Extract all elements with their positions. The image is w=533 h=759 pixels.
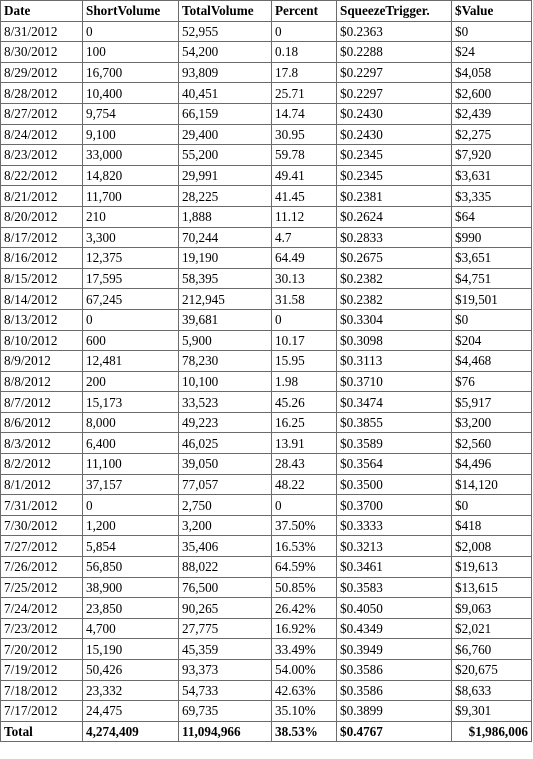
- table-row: [1, 248, 532, 269]
- cell-squeeze-trigger: $0.2381: [337, 186, 452, 207]
- cell-value: $0: [452, 21, 532, 42]
- cell-total-volume: 212,945: [179, 289, 272, 310]
- cell-date: 8/28/2012: [1, 83, 83, 104]
- table-row: [1, 165, 532, 186]
- cell-short-volume: 0: [83, 309, 179, 330]
- table-row: [1, 618, 532, 639]
- cell-date: 7/31/2012: [1, 495, 83, 516]
- cell-short-volume: 12,375: [83, 248, 179, 269]
- header-date: Date: [1, 1, 83, 22]
- cell-total-volume: 3,200: [179, 515, 272, 536]
- cell-percent: 35.10%: [272, 701, 337, 722]
- cell-value: $20,675: [452, 660, 532, 681]
- cell-value: $2,275: [452, 124, 532, 145]
- cell-short-volume: 3,300: [83, 227, 179, 248]
- cell-squeeze-trigger: $0.2675: [337, 248, 452, 269]
- cell-date: 8/27/2012: [1, 103, 83, 124]
- cell-short-volume: 50,426: [83, 660, 179, 681]
- cell-date: 7/17/2012: [1, 701, 83, 722]
- cell-squeeze-trigger: $0.3474: [337, 392, 452, 413]
- cell-short-volume: 6,400: [83, 433, 179, 454]
- total-short-volume: 4,274,409: [83, 721, 179, 742]
- cell-value: $2,560: [452, 433, 532, 454]
- cell-percent: 28.43: [272, 454, 337, 475]
- cell-short-volume: 15,173: [83, 392, 179, 413]
- cell-total-volume: 93,373: [179, 660, 272, 681]
- cell-value: $4,496: [452, 454, 532, 475]
- cell-short-volume: 200: [83, 371, 179, 392]
- cell-squeeze-trigger: $0.3213: [337, 536, 452, 557]
- cell-date: 7/24/2012: [1, 598, 83, 619]
- table-row: [1, 495, 532, 516]
- cell-squeeze-trigger: $0.3589: [337, 433, 452, 454]
- cell-value: $2,600: [452, 83, 532, 104]
- cell-value: $24: [452, 42, 532, 63]
- cell-percent: 37.50%: [272, 515, 337, 536]
- cell-short-volume: 17,595: [83, 268, 179, 289]
- cell-value: $2,021: [452, 618, 532, 639]
- cell-date: 8/7/2012: [1, 392, 83, 413]
- cell-value: $13,615: [452, 577, 532, 598]
- cell-short-volume: 5,854: [83, 536, 179, 557]
- cell-date: 8/8/2012: [1, 371, 83, 392]
- cell-total-volume: 88,022: [179, 557, 272, 578]
- cell-percent: 15.95: [272, 351, 337, 372]
- cell-date: 7/23/2012: [1, 618, 83, 639]
- cell-percent: 64.59%: [272, 557, 337, 578]
- table-row: [1, 371, 532, 392]
- cell-value: $2,008: [452, 536, 532, 557]
- cell-short-volume: 4,700: [83, 618, 179, 639]
- cell-total-volume: 33,523: [179, 392, 272, 413]
- cell-total-volume: 54,733: [179, 680, 272, 701]
- cell-percent: 26.42%: [272, 598, 337, 619]
- cell-squeeze-trigger: $0.3586: [337, 680, 452, 701]
- cell-value: $76: [452, 371, 532, 392]
- cell-value: $9,301: [452, 701, 532, 722]
- cell-value: $4,468: [452, 351, 532, 372]
- cell-percent: 49.41: [272, 165, 337, 186]
- table-row: [1, 454, 532, 475]
- cell-percent: 64.49: [272, 248, 337, 269]
- cell-percent: 0: [272, 309, 337, 330]
- cell-squeeze-trigger: $0.2297: [337, 62, 452, 83]
- cell-percent: 0.18: [272, 42, 337, 63]
- cell-date: 8/21/2012: [1, 186, 83, 207]
- cell-squeeze-trigger: $0.2297: [337, 83, 452, 104]
- cell-short-volume: 23,332: [83, 680, 179, 701]
- cell-percent: 16.92%: [272, 618, 337, 639]
- cell-short-volume: 9,754: [83, 103, 179, 124]
- cell-total-volume: 70,244: [179, 227, 272, 248]
- table-row: [1, 639, 532, 660]
- cell-total-volume: 35,406: [179, 536, 272, 557]
- cell-value: $64: [452, 206, 532, 227]
- table-row: [1, 474, 532, 495]
- cell-date: 7/18/2012: [1, 680, 83, 701]
- cell-short-volume: 67,245: [83, 289, 179, 310]
- header-squeeze-trigger: SqueezeTrigger.: [337, 1, 452, 22]
- cell-percent: 4.7: [272, 227, 337, 248]
- cell-date: 8/16/2012: [1, 248, 83, 269]
- table-row: [1, 289, 532, 310]
- table-row: [1, 598, 532, 619]
- table-row: [1, 309, 532, 330]
- cell-date: 8/1/2012: [1, 474, 83, 495]
- cell-date: 7/20/2012: [1, 639, 83, 660]
- table-row: [1, 557, 532, 578]
- cell-total-volume: 76,500: [179, 577, 272, 598]
- cell-short-volume: 210: [83, 206, 179, 227]
- cell-value: $7,920: [452, 145, 532, 166]
- cell-total-volume: 28,225: [179, 186, 272, 207]
- cell-date: 8/20/2012: [1, 206, 83, 227]
- cell-squeeze-trigger: $0.2345: [337, 145, 452, 166]
- table-row: [1, 536, 532, 557]
- cell-date: 8/6/2012: [1, 412, 83, 433]
- cell-value: $4,058: [452, 62, 532, 83]
- cell-total-volume: 54,200: [179, 42, 272, 63]
- cell-squeeze-trigger: $0.2288: [337, 42, 452, 63]
- table-row: [1, 680, 532, 701]
- total-percent: 38.53%: [272, 721, 337, 742]
- cell-value: $2,439: [452, 103, 532, 124]
- cell-date: 8/10/2012: [1, 330, 83, 351]
- header-short-volume: ShortVolume: [83, 1, 179, 22]
- cell-percent: 30.13: [272, 268, 337, 289]
- table-body: [1, 21, 532, 721]
- cell-date: 8/2/2012: [1, 454, 83, 475]
- cell-percent: 45.26: [272, 392, 337, 413]
- cell-value: $990: [452, 227, 532, 248]
- cell-value: $9,063: [452, 598, 532, 619]
- table-row: [1, 206, 532, 227]
- cell-squeeze-trigger: $0.3899: [337, 701, 452, 722]
- cell-percent: 42.63%: [272, 680, 337, 701]
- cell-short-volume: 23,850: [83, 598, 179, 619]
- cell-percent: 16.53%: [272, 536, 337, 557]
- cell-date: 8/17/2012: [1, 227, 83, 248]
- cell-total-volume: 27,775: [179, 618, 272, 639]
- cell-short-volume: 24,475: [83, 701, 179, 722]
- cell-total-volume: 40,451: [179, 83, 272, 104]
- cell-short-volume: 100: [83, 42, 179, 63]
- cell-short-volume: 33,000: [83, 145, 179, 166]
- cell-total-volume: 49,223: [179, 412, 272, 433]
- cell-total-volume: 77,057: [179, 474, 272, 495]
- cell-squeeze-trigger: $0.3700: [337, 495, 452, 516]
- table-row: [1, 62, 532, 83]
- cell-squeeze-trigger: $0.4349: [337, 618, 452, 639]
- cell-short-volume: 12,481: [83, 351, 179, 372]
- cell-short-volume: 37,157: [83, 474, 179, 495]
- cell-total-volume: 29,991: [179, 165, 272, 186]
- total-row: [1, 721, 532, 742]
- cell-short-volume: 9,100: [83, 124, 179, 145]
- cell-total-volume: 58,395: [179, 268, 272, 289]
- cell-total-volume: 29,400: [179, 124, 272, 145]
- cell-short-volume: 0: [83, 21, 179, 42]
- cell-short-volume: 0: [83, 495, 179, 516]
- table-row: [1, 268, 532, 289]
- cell-total-volume: 55,200: [179, 145, 272, 166]
- cell-value: $5,917: [452, 392, 532, 413]
- table-row: [1, 515, 532, 536]
- total-total-volume: 11,094,966: [179, 721, 272, 742]
- cell-squeeze-trigger: $0.3583: [337, 577, 452, 598]
- table-row: [1, 660, 532, 681]
- cell-total-volume: 52,955: [179, 21, 272, 42]
- cell-squeeze-trigger: $0.3500: [337, 474, 452, 495]
- cell-total-volume: 45,359: [179, 639, 272, 660]
- cell-short-volume: 56,850: [83, 557, 179, 578]
- cell-date: 8/13/2012: [1, 309, 83, 330]
- cell-date: 8/22/2012: [1, 165, 83, 186]
- cell-short-volume: 38,900: [83, 577, 179, 598]
- cell-percent: 59.78: [272, 145, 337, 166]
- cell-percent: 50.85%: [272, 577, 337, 598]
- cell-squeeze-trigger: $0.2833: [337, 227, 452, 248]
- cell-percent: 30.95: [272, 124, 337, 145]
- cell-squeeze-trigger: $0.3304: [337, 309, 452, 330]
- table-row: [1, 124, 532, 145]
- cell-squeeze-trigger: $0.3098: [337, 330, 452, 351]
- cell-date: 8/24/2012: [1, 124, 83, 145]
- table-row: [1, 330, 532, 351]
- cell-short-volume: 11,700: [83, 186, 179, 207]
- cell-percent: 54.00%: [272, 660, 337, 681]
- cell-percent: 10.17: [272, 330, 337, 351]
- header-row: [1, 1, 532, 22]
- cell-date: 7/30/2012: [1, 515, 83, 536]
- table-row: [1, 701, 532, 722]
- cell-percent: 17.8: [272, 62, 337, 83]
- cell-squeeze-trigger: $0.2363: [337, 21, 452, 42]
- cell-short-volume: 600: [83, 330, 179, 351]
- table-row: [1, 145, 532, 166]
- table-row: [1, 577, 532, 598]
- cell-percent: 1.98: [272, 371, 337, 392]
- cell-squeeze-trigger: $0.2382: [337, 268, 452, 289]
- cell-short-volume: 8,000: [83, 412, 179, 433]
- cell-squeeze-trigger: $0.3710: [337, 371, 452, 392]
- cell-value: $19,613: [452, 557, 532, 578]
- cell-date: 7/26/2012: [1, 557, 83, 578]
- cell-date: 8/31/2012: [1, 21, 83, 42]
- header-value: $Value: [452, 1, 532, 22]
- cell-total-volume: 66,159: [179, 103, 272, 124]
- cell-percent: 16.25: [272, 412, 337, 433]
- cell-short-volume: 14,820: [83, 165, 179, 186]
- cell-total-volume: 69,735: [179, 701, 272, 722]
- cell-squeeze-trigger: $0.3333: [337, 515, 452, 536]
- cell-squeeze-trigger: $0.3855: [337, 412, 452, 433]
- cell-value: $0: [452, 495, 532, 516]
- header-total-volume: TotalVolume: [179, 1, 272, 22]
- cell-total-volume: 2,750: [179, 495, 272, 516]
- cell-date: 7/25/2012: [1, 577, 83, 598]
- total-label: Total: [1, 721, 83, 742]
- cell-value: $14,120: [452, 474, 532, 495]
- cell-total-volume: 78,230: [179, 351, 272, 372]
- cell-total-volume: 19,190: [179, 248, 272, 269]
- cell-squeeze-trigger: $0.3461: [337, 557, 452, 578]
- cell-date: 7/27/2012: [1, 536, 83, 557]
- cell-total-volume: 5,900: [179, 330, 272, 351]
- cell-date: 7/19/2012: [1, 660, 83, 681]
- cell-squeeze-trigger: $0.2430: [337, 103, 452, 124]
- table-row: [1, 21, 532, 42]
- cell-total-volume: 90,265: [179, 598, 272, 619]
- table-row: [1, 103, 532, 124]
- cell-date: 8/15/2012: [1, 268, 83, 289]
- cell-total-volume: 46,025: [179, 433, 272, 454]
- cell-total-volume: 93,809: [179, 62, 272, 83]
- cell-squeeze-trigger: $0.2624: [337, 206, 452, 227]
- table-row: [1, 412, 532, 433]
- cell-value: $3,631: [452, 165, 532, 186]
- cell-short-volume: 16,700: [83, 62, 179, 83]
- cell-total-volume: 39,681: [179, 309, 272, 330]
- table-row: [1, 42, 532, 63]
- cell-value: $4,751: [452, 268, 532, 289]
- total-squeeze-trigger: $0.4767: [337, 721, 452, 742]
- cell-squeeze-trigger: $0.3113: [337, 351, 452, 372]
- cell-short-volume: 10,400: [83, 83, 179, 104]
- cell-value: $3,200: [452, 412, 532, 433]
- cell-total-volume: 10,100: [179, 371, 272, 392]
- cell-percent: 48.22: [272, 474, 337, 495]
- table-row: [1, 186, 532, 207]
- table-row: [1, 83, 532, 104]
- cell-squeeze-trigger: $0.4050: [337, 598, 452, 619]
- cell-percent: 0: [272, 495, 337, 516]
- table-row: [1, 433, 532, 454]
- table-row: [1, 392, 532, 413]
- cell-short-volume: 11,100: [83, 454, 179, 475]
- cell-squeeze-trigger: $0.2345: [337, 165, 452, 186]
- cell-date: 8/3/2012: [1, 433, 83, 454]
- cell-percent: 33.49%: [272, 639, 337, 660]
- cell-squeeze-trigger: $0.2382: [337, 289, 452, 310]
- cell-squeeze-trigger: $0.3586: [337, 660, 452, 681]
- cell-short-volume: 1,200: [83, 515, 179, 536]
- cell-percent: 41.45: [272, 186, 337, 207]
- cell-value: $3,651: [452, 248, 532, 269]
- total-value: $1,986,006: [452, 721, 532, 742]
- cell-percent: 14.74: [272, 103, 337, 124]
- cell-percent: 11.12: [272, 206, 337, 227]
- cell-squeeze-trigger: $0.3564: [337, 454, 452, 475]
- cell-value: $0: [452, 309, 532, 330]
- cell-squeeze-trigger: $0.2430: [337, 124, 452, 145]
- cell-value: $8,633: [452, 680, 532, 701]
- header-percent: Percent: [272, 1, 337, 22]
- table-row: [1, 227, 532, 248]
- cell-date: 8/14/2012: [1, 289, 83, 310]
- cell-value: $418: [452, 515, 532, 536]
- cell-percent: 13.91: [272, 433, 337, 454]
- cell-short-volume: 15,190: [83, 639, 179, 660]
- table-row: [1, 351, 532, 372]
- cell-date: 8/29/2012: [1, 62, 83, 83]
- cell-total-volume: 1,888: [179, 206, 272, 227]
- cell-percent: 31.58: [272, 289, 337, 310]
- cell-value: $3,335: [452, 186, 532, 207]
- cell-date: 8/23/2012: [1, 145, 83, 166]
- cell-percent: 0: [272, 21, 337, 42]
- cell-date: 8/9/2012: [1, 351, 83, 372]
- cell-value: $6,760: [452, 639, 532, 660]
- cell-value: $204: [452, 330, 532, 351]
- cell-total-volume: 39,050: [179, 454, 272, 475]
- cell-date: 8/30/2012: [1, 42, 83, 63]
- cell-percent: 25.71: [272, 83, 337, 104]
- cell-value: $19,501: [452, 289, 532, 310]
- cell-squeeze-trigger: $0.3949: [337, 639, 452, 660]
